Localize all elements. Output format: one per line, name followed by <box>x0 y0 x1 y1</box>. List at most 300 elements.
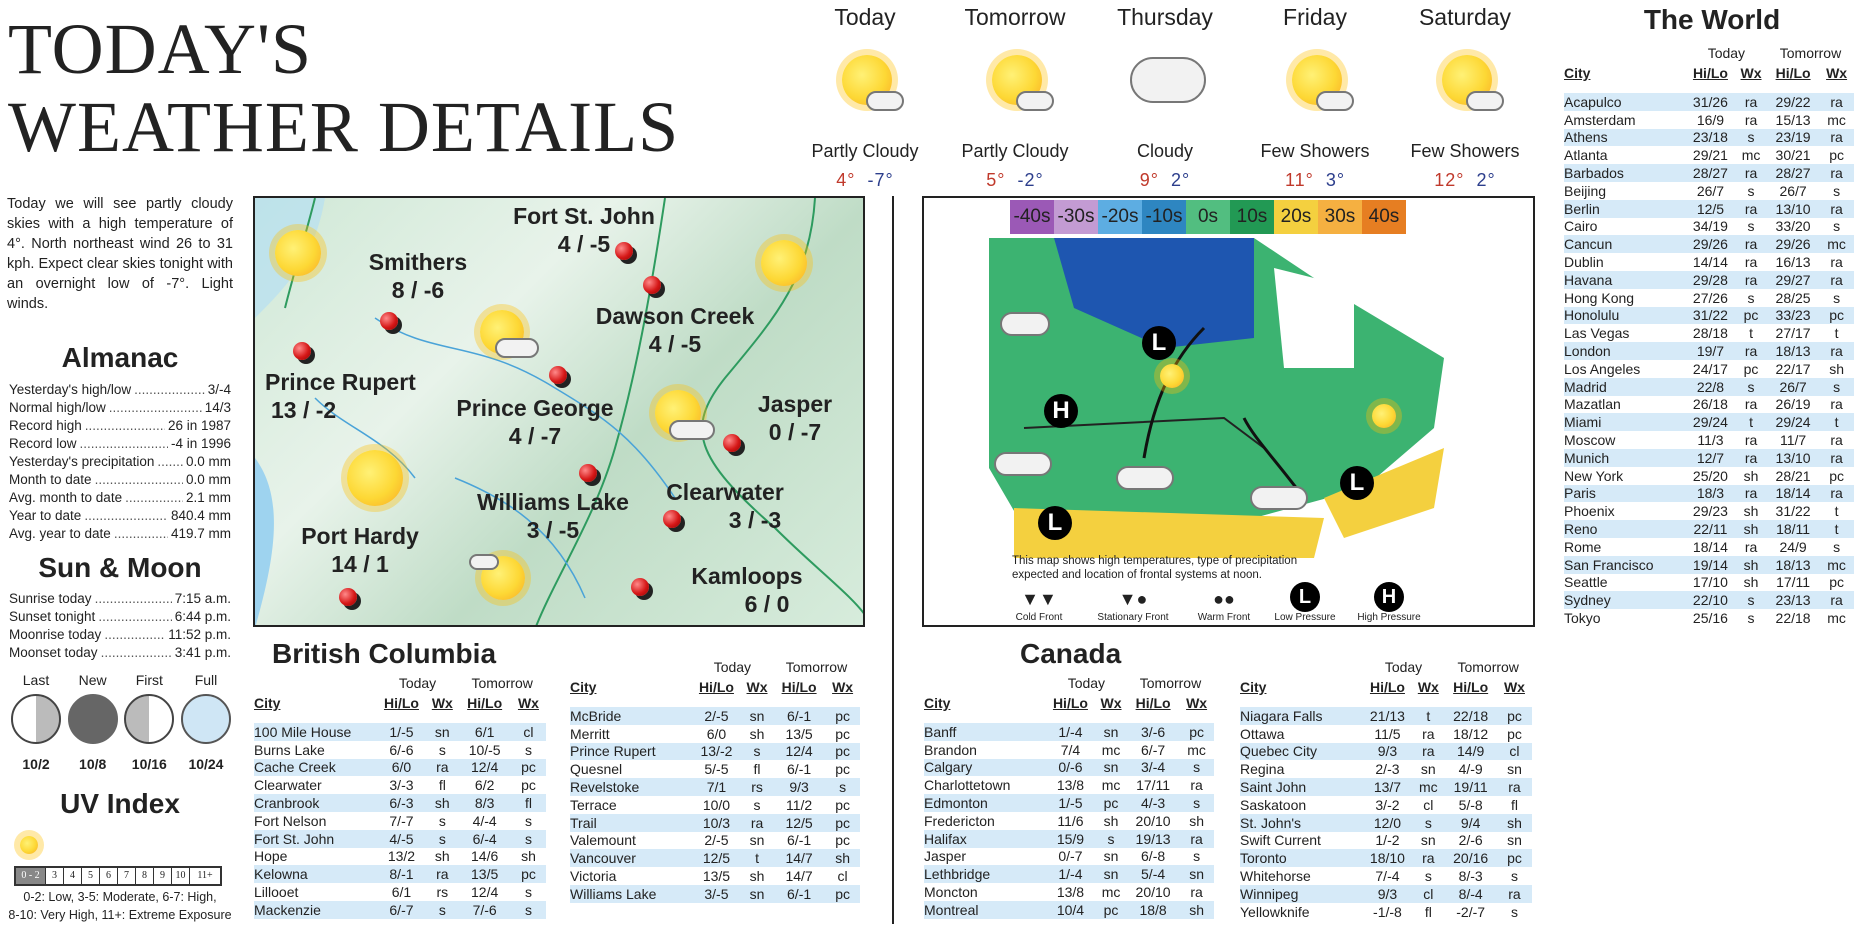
wx-value: ra <box>1735 271 1767 289</box>
hilo-value: 11/6 <box>1057 812 1084 829</box>
sun-moon-label: Moonrise today <box>9 627 102 642</box>
wx-value: fl <box>511 794 546 812</box>
hilo-value: 5/-8 <box>1458 796 1483 813</box>
wx-value: sh <box>1829 360 1844 377</box>
hilo-value: 6/0 <box>377 759 427 777</box>
today-label: Today <box>1384 659 1423 675</box>
wx-value: t <box>1834 325 1839 342</box>
hilo-value: 25/16 <box>1692 610 1728 626</box>
hilo-value: 12/7 <box>1686 449 1735 467</box>
table-header <box>1240 676 1532 698</box>
hilo-value: 23/13 <box>1767 591 1819 609</box>
wx-value: s <box>1833 538 1841 555</box>
wx-value: cl <box>1497 743 1532 761</box>
forecast-temps <box>1240 170 1390 191</box>
table-row <box>254 776 546 794</box>
wx-value: sn <box>741 885 773 903</box>
uv-scale-cell: 3 <box>46 868 64 884</box>
moon-phase-label: New <box>78 672 107 688</box>
city-marker <box>579 464 597 482</box>
leader-dots <box>85 417 165 435</box>
city-name: 100 Mile House <box>254 723 377 741</box>
map-city-port-hardy: Port Hardy 14 / 1 <box>301 523 419 577</box>
col-hilo: Hi/Lo <box>1135 695 1171 711</box>
table-row <box>1240 707 1532 725</box>
wx-value: pc <box>835 761 850 778</box>
canada-table-right <box>1240 658 1532 921</box>
hilo-value: 14/6 <box>471 848 499 865</box>
col-hilo: Hi/Lo <box>1775 65 1811 81</box>
sun-moon-label: Sunset tonight <box>9 609 96 624</box>
wx-value: s <box>1833 289 1841 306</box>
wx-value: pc <box>835 725 850 742</box>
table-row <box>1564 485 1854 503</box>
cloud-icon <box>1466 91 1504 111</box>
wx-value: cl <box>1412 885 1444 903</box>
city-name: Ottawa <box>1240 725 1285 742</box>
city-name: Mackenzie <box>254 901 377 919</box>
sun-moon-row <box>9 590 231 608</box>
today-label: Today <box>713 659 752 675</box>
wx-value: fl <box>753 761 761 778</box>
hilo-value: 14/9 <box>1444 743 1497 761</box>
hilo-value: 13/2 <box>387 848 416 865</box>
wx-value: s <box>1833 182 1841 199</box>
wx-value: mc <box>1101 741 1121 758</box>
table-row <box>924 901 1214 919</box>
table-row <box>254 794 546 812</box>
partly-cloudy-icon <box>761 240 807 286</box>
forecast-day <box>1240 0 1390 191</box>
showers-icon <box>1116 466 1174 490</box>
table-row <box>1564 111 1854 129</box>
wx-value: ra <box>741 814 773 832</box>
hilo-value: 24/17 <box>1692 360 1728 377</box>
table-row <box>1240 903 1532 921</box>
table-row <box>1564 307 1854 325</box>
column-divider <box>892 196 894 924</box>
hilo-value: 26/18 <box>1692 396 1728 413</box>
forecast-day <box>1390 0 1540 191</box>
city-name: Brandon <box>924 741 977 758</box>
city-name: Miami <box>1564 413 1686 431</box>
hilo-value: 6/-6 <box>389 741 414 758</box>
cloud-icon <box>1016 91 1054 111</box>
hilo-value: 22/11 <box>1686 520 1735 538</box>
moon-phase-label: Full <box>194 672 218 688</box>
wx-value: ra <box>1412 743 1444 761</box>
city-name: Cache Creek <box>254 759 377 777</box>
moon-phase-label: First <box>135 672 163 688</box>
wx-value: s <box>1735 129 1767 147</box>
table-row <box>1240 849 1532 867</box>
legend-swatch: -30s <box>1054 200 1098 234</box>
table-row <box>1564 271 1854 289</box>
hilo-value: 7/-4 <box>1375 868 1400 885</box>
wx-value: ra <box>1735 449 1767 467</box>
wx-value: s <box>511 830 546 848</box>
city-name: St. John's <box>1240 814 1363 832</box>
almanac-label: Year to date <box>9 508 82 523</box>
spacer <box>570 658 692 676</box>
city-marker <box>643 276 661 294</box>
col-hilo: Hi/Lo <box>1453 679 1489 695</box>
city-name: Revelstoke <box>570 778 692 796</box>
table-row <box>1240 743 1532 761</box>
city-name: Athens <box>1564 129 1686 147</box>
table-row <box>570 760 860 778</box>
legend-swatch: 0s <box>1186 200 1230 234</box>
col-city: City <box>254 695 281 711</box>
wx-value: s <box>1179 794 1214 812</box>
hilo-value: 8/-1 <box>377 865 427 883</box>
hilo-value: 20/10 <box>1135 812 1171 829</box>
hilo-value: 22/8 <box>1686 378 1735 396</box>
leader-dots <box>101 644 172 662</box>
table-row <box>924 865 1214 883</box>
sun-moon-row <box>9 626 231 644</box>
city-name: Jasper <box>924 848 967 865</box>
col-city: City <box>1240 679 1267 695</box>
hilo-value: 13/8 <box>1056 777 1085 794</box>
hilo-value: 33/20 <box>1775 218 1811 235</box>
forecast-summary: Today we will see partly cloudy skies with a high temperature of 4°. North northeast wind 26 to 31 kph. Expect clear skies tonight with an overnight low of -7°. Light winds. <box>7 196 233 312</box>
wx-value: ra <box>1744 111 1758 128</box>
table-row <box>254 741 546 759</box>
spacer <box>924 674 1046 692</box>
table-row <box>1564 396 1854 414</box>
table-row <box>1564 413 1854 431</box>
wx-value: ra <box>1497 778 1532 796</box>
canada-table-left <box>924 674 1214 919</box>
wx-value: sn <box>1095 865 1127 883</box>
today-label: Today <box>1067 675 1106 691</box>
wx-value: ra <box>1819 449 1854 467</box>
city-name: Montreal <box>924 901 1046 919</box>
sun-moon-list <box>9 590 231 662</box>
wx-value: s <box>524 812 532 829</box>
table-row <box>924 759 1214 777</box>
forecast-temps <box>940 170 1090 191</box>
forecast-high: 9° <box>1139 170 1159 190</box>
hilo-value: 4/-4 <box>472 812 497 829</box>
table-row <box>1564 324 1854 342</box>
city-name: Burns Lake <box>254 741 325 758</box>
wx-value: s <box>1510 868 1518 885</box>
almanac-row <box>9 399 231 417</box>
moon-phase-new <box>65 672 121 772</box>
hilo-value: 8/-4 <box>1444 885 1497 903</box>
moon-phases <box>8 672 234 772</box>
few-showers-icon <box>1390 37 1540 127</box>
wx-value: pc <box>825 707 860 725</box>
wx-value: mc <box>1101 884 1121 901</box>
city-marker <box>723 434 741 452</box>
new-moon-icon <box>68 694 118 744</box>
col-hilo: Hi/Lo <box>383 695 419 711</box>
hilo-value: 0/-7 <box>1058 848 1083 865</box>
city-name: Cairo <box>1564 218 1598 235</box>
hilo-value: 24/9 <box>1779 538 1807 555</box>
forecast-high: 11° <box>1284 170 1314 190</box>
wx-value: cl <box>837 868 848 885</box>
city-name: Rome <box>1564 538 1602 555</box>
wx-value: pc <box>511 865 546 883</box>
wx-value: mc <box>1101 777 1121 794</box>
stationary-front-key: ▼● Stationary Front <box>1097 589 1169 623</box>
spacer <box>1240 658 1363 676</box>
hilo-value: 6/-1 <box>773 885 825 903</box>
hilo-value: 2/-5 <box>704 832 729 849</box>
hilo-value: 6/2 <box>474 777 495 794</box>
uv-legend <box>6 888 234 924</box>
hilo-value: 10/0 <box>702 796 731 813</box>
hilo-value: 1/-4 <box>1046 723 1095 741</box>
legend-swatch: -20s <box>1098 200 1142 234</box>
moon-phase-last <box>8 672 64 772</box>
hilo-value: 19/13 <box>1127 830 1179 848</box>
city-name: Moscow <box>1564 432 1616 449</box>
legend-swatch: 30s <box>1318 200 1362 234</box>
hilo-value: 2/-6 <box>1458 832 1483 849</box>
map-city-fort-st-john: Fort St. John 4 / -5 <box>513 203 655 257</box>
wx-value: ra <box>1735 485 1767 503</box>
hilo-value: 6/-8 <box>1141 848 1166 865</box>
legend-swatch: -10s <box>1142 200 1186 234</box>
hilo-value: 13/10 <box>1767 200 1819 218</box>
col-hilo: Hi/Lo <box>1052 695 1088 711</box>
wx-value: ra <box>1735 235 1767 253</box>
wx-value: pc <box>835 796 850 813</box>
partly-cloudy-icon <box>1372 404 1396 428</box>
almanac-label: Normal high/low <box>9 400 106 415</box>
map-city-prince-george: Prince George 4 / -7 <box>456 395 614 449</box>
spacer <box>254 674 377 692</box>
wx-value: t <box>741 849 773 867</box>
city-name: Tokyo <box>1564 610 1601 626</box>
cloud-icon <box>669 420 715 440</box>
table-row <box>254 759 546 777</box>
high-pressure-icon: H <box>1044 394 1078 428</box>
wx-value: ra <box>1744 538 1758 555</box>
col-wx: Wx <box>832 679 854 695</box>
wx-value: sh <box>426 794 458 812</box>
forecast-condition: Partly Cloudy <box>961 141 1069 161</box>
wx-value: pc <box>1735 307 1767 325</box>
wx-value: t <box>1819 520 1854 538</box>
wx-value: rs <box>741 778 773 796</box>
hilo-value: 28/25 <box>1775 289 1811 306</box>
city-name: Cancun <box>1564 235 1686 253</box>
sun-moon-value: 11:52 p.m. <box>168 627 231 642</box>
warm-front-key: ●● Warm Front <box>1197 589 1251 623</box>
forecast-day <box>790 0 940 191</box>
city-marker <box>293 342 311 360</box>
table-row <box>924 794 1214 812</box>
wx-value: pc <box>511 759 546 777</box>
city-name: Swift Current <box>1240 832 1321 849</box>
wx-value: sn <box>741 707 773 725</box>
forecast-condition: Few Showers <box>1410 141 1520 161</box>
wx-value: s <box>1747 610 1755 626</box>
forecast-low: 2° <box>1476 170 1496 190</box>
wx-value: pc <box>1819 307 1854 325</box>
table-row <box>1564 146 1854 164</box>
moon-phase-date: 10/2 <box>22 756 50 772</box>
hilo-value: 9/4 <box>1444 814 1497 832</box>
wx-value: sh <box>1497 814 1532 832</box>
table-row <box>1240 796 1532 814</box>
legend-swatch: -40s <box>1010 200 1054 234</box>
wx-value: s <box>438 741 446 758</box>
today-label: Today <box>1707 45 1746 61</box>
hilo-value: 7/4 <box>1060 741 1081 758</box>
table-row <box>1564 253 1854 271</box>
hilo-value: 22/18 <box>1775 610 1811 626</box>
wx-value: sh <box>749 868 765 885</box>
hilo-value: 12/4 <box>773 743 825 761</box>
sun-moon-value: 3:41 p.m. <box>174 645 231 660</box>
map-city-dawson-creek: Dawson Creek 4 / -5 <box>595 303 755 357</box>
forecast-low: 3° <box>1325 170 1346 190</box>
hilo-value: 29/28 <box>1686 271 1735 289</box>
city-name: Acapulco <box>1564 93 1686 111</box>
hilo-value: 14/14 <box>1692 254 1728 271</box>
city-name: Whitehorse <box>1240 868 1311 885</box>
high-pressure-key: H High Pressure <box>1354 582 1424 623</box>
wx-value: mc <box>1819 556 1854 574</box>
hilo-value: 21/13 <box>1363 707 1413 725</box>
hilo-value: 12/4 <box>458 759 511 777</box>
city-name: Clearwater <box>254 777 322 794</box>
wx-value: ra <box>1819 342 1854 360</box>
almanac-value: 26 in 1987 <box>167 418 231 433</box>
leader-dots <box>125 489 183 507</box>
city-name: Seattle <box>1564 574 1608 591</box>
wx-value: s <box>1833 218 1841 235</box>
table-row <box>254 865 546 883</box>
table-header <box>1564 62 1854 84</box>
wx-value: s <box>1179 759 1214 777</box>
city-name: Havana <box>1564 271 1686 289</box>
wx-value: pc <box>1829 147 1844 164</box>
low-pressure-icon: L <box>1340 466 1374 500</box>
col-wx: Wx <box>1100 695 1122 711</box>
wx-value: ra <box>1819 200 1854 218</box>
table-row <box>1564 574 1854 592</box>
col-city: City <box>924 695 951 711</box>
wx-value: ra <box>1819 485 1854 503</box>
map-city-prince-rupert: Prince Rupert 13 / -2 <box>265 369 416 423</box>
hilo-value: 18/14 <box>1692 538 1728 555</box>
city-name: Terrace <box>570 796 617 813</box>
sun-icon <box>347 450 403 506</box>
wx-value: pc <box>1095 901 1127 919</box>
moon-phase-date: 10/16 <box>131 756 167 772</box>
table-row <box>1564 342 1854 360</box>
hilo-value: 11/7 <box>1779 432 1807 449</box>
city-name: New York <box>1564 467 1624 484</box>
almanac-value: 419.7 mm <box>170 526 231 541</box>
uv-scale-cell: 10 <box>172 868 190 884</box>
city-name: Niagara Falls <box>1240 707 1363 725</box>
page-title <box>8 10 679 166</box>
city-name: Lillooet <box>254 884 299 901</box>
hilo-value: 9/3 <box>1363 743 1413 761</box>
wx-value: pc <box>1829 574 1844 591</box>
city-name: Saint John <box>1240 778 1363 796</box>
leader-dots <box>98 608 171 626</box>
wx-value: mc <box>1187 741 1206 758</box>
cloud-icon <box>866 91 904 111</box>
forecast-day-name: Thursday <box>1117 4 1213 30</box>
hilo-value: 19/11 <box>1444 778 1497 796</box>
col-wx: Wx <box>1826 65 1848 81</box>
city-name: Trail <box>570 814 692 832</box>
low-pressure-icon: L <box>1142 326 1176 360</box>
hilo-value: 9/3 <box>773 778 825 796</box>
table-row <box>1564 164 1854 182</box>
bc-table-left <box>254 674 546 919</box>
hilo-value: 7/1 <box>692 778 741 796</box>
uv-scale-cell: 8 <box>136 868 154 884</box>
wx-value: sh <box>521 848 536 865</box>
wx-value: s <box>1747 218 1755 235</box>
hilo-value: 22/10 <box>1686 591 1735 609</box>
table-row <box>924 812 1214 830</box>
wx-value: mc <box>1827 610 1846 626</box>
hilo-value: 31/22 <box>1775 503 1811 520</box>
city-name: Los Angeles <box>1564 360 1641 377</box>
leader-dots <box>95 471 183 489</box>
moon-phase-label: Last <box>22 672 50 688</box>
wx-value: cl <box>1423 796 1434 813</box>
col-hilo: Hi/Lo <box>1692 65 1728 81</box>
table-row <box>1564 378 1854 396</box>
hilo-value: 18/12 <box>1453 725 1489 742</box>
hilo-value: 14/7 <box>785 868 813 885</box>
hilo-value: 3/-2 <box>1375 796 1400 813</box>
spacer-row <box>570 698 860 707</box>
city-name: Atlanta <box>1564 147 1608 164</box>
col-hilo: Hi/Lo <box>1369 679 1405 695</box>
table-row <box>570 778 860 796</box>
tomorrow-label: Tomorrow <box>1457 659 1519 675</box>
almanac-row <box>9 525 231 543</box>
map-note: This map shows high temperatures, type of precipitation expected and location of frontal systems at noon. <box>1012 555 1298 581</box>
wx-value: s <box>1095 830 1127 848</box>
wx-value: s <box>438 812 446 829</box>
hilo-value: 18/8 <box>1127 901 1179 919</box>
hilo-value: 8/-3 <box>1458 868 1483 885</box>
city-name: Yellowknife <box>1240 903 1310 920</box>
table-row <box>924 830 1214 848</box>
wx-value: ra <box>1744 254 1758 271</box>
city-name: Victoria <box>570 868 617 885</box>
hilo-value: 18/14 <box>1767 485 1819 503</box>
wx-value: sh <box>1743 574 1759 591</box>
hilo-value: 0/-6 <box>1046 759 1095 777</box>
world-table <box>1564 44 1854 627</box>
city-name: Vancouver <box>570 849 692 867</box>
col-city: City <box>570 679 597 695</box>
sun-moon-label: Moonset today <box>9 645 98 660</box>
wx-value: s <box>1747 289 1755 306</box>
wx-value: ra <box>1179 830 1214 848</box>
city-name: Quesnel <box>570 761 623 778</box>
wx-value: s <box>1510 903 1518 920</box>
city-name: Cranbrook <box>254 794 377 812</box>
